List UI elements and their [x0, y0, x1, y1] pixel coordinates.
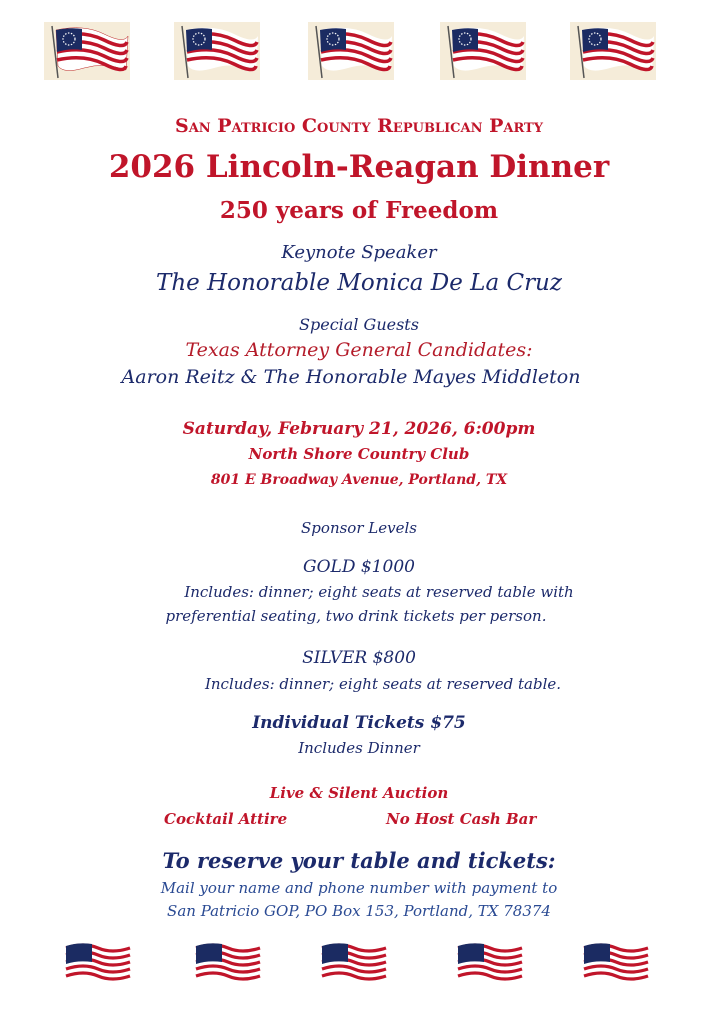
attire-text: Cocktail Attire	[164, 810, 288, 828]
event-venue: North Shore Country Club	[248, 445, 470, 463]
betsy-ross-flag-icon	[440, 22, 526, 80]
us-flag-icon	[64, 940, 132, 988]
guests-label: Special Guests	[299, 315, 419, 334]
betsy-ross-flag-icon	[44, 22, 130, 80]
keynote-label: Keynote Speaker	[281, 242, 437, 263]
event-subtitle: 250 years of Freedom	[219, 197, 499, 224]
gold-title: GOLD $1000	[303, 557, 415, 577]
betsy-ross-flag-icon	[174, 22, 260, 80]
us-flag-icon	[320, 940, 388, 988]
keynote-name: The Honorable Monica De La Cruz	[155, 270, 562, 296]
reservation-line1: Mail your name and phone number with payment to	[160, 879, 558, 897]
guests-names: Aaron Reitz & The Honorable Mayes Middleton	[121, 366, 581, 388]
silver-desc: Includes: dinner; eight seats at reserved table.	[204, 675, 562, 693]
silver-title: SILVER $800	[302, 648, 416, 668]
guests-heading: Texas Attorney General Candidates:	[185, 339, 533, 361]
gold-desc-line1: Includes: dinner; eight seats at reserved table with	[184, 583, 574, 601]
auction-text: Live & Silent Auction	[269, 784, 449, 802]
us-flag-icon	[456, 940, 524, 988]
cash-bar-text: No Host Cash Bar	[386, 810, 537, 828]
reservation-line2: San Patricio GOP, PO Box 153, Portland, TX 78374	[167, 902, 551, 920]
sponsor-heading: Sponsor Levels	[301, 519, 417, 537]
us-flag-icon	[582, 940, 650, 988]
reservation-heading: To reserve your table and tickets:	[162, 848, 556, 873]
individual-desc: Includes Dinner	[298, 739, 420, 757]
party-name: San Patricio County Republican Party	[175, 115, 543, 137]
individual-title: Individual Tickets $75	[252, 713, 466, 733]
event-address: 801 E Broadway Avenue, Portland, TX	[210, 472, 508, 488]
betsy-ross-flag-icon	[570, 22, 656, 80]
event-date-time: Saturday, February 21, 2026, 6:00pm	[182, 419, 536, 439]
event-title: 2026 Lincoln-Reagan Dinner	[108, 149, 610, 185]
us-flag-icon	[194, 940, 262, 988]
betsy-ross-flag-icon	[308, 22, 394, 80]
gold-desc-line2: preferential seating, two drink tickets per person.	[165, 607, 547, 625]
